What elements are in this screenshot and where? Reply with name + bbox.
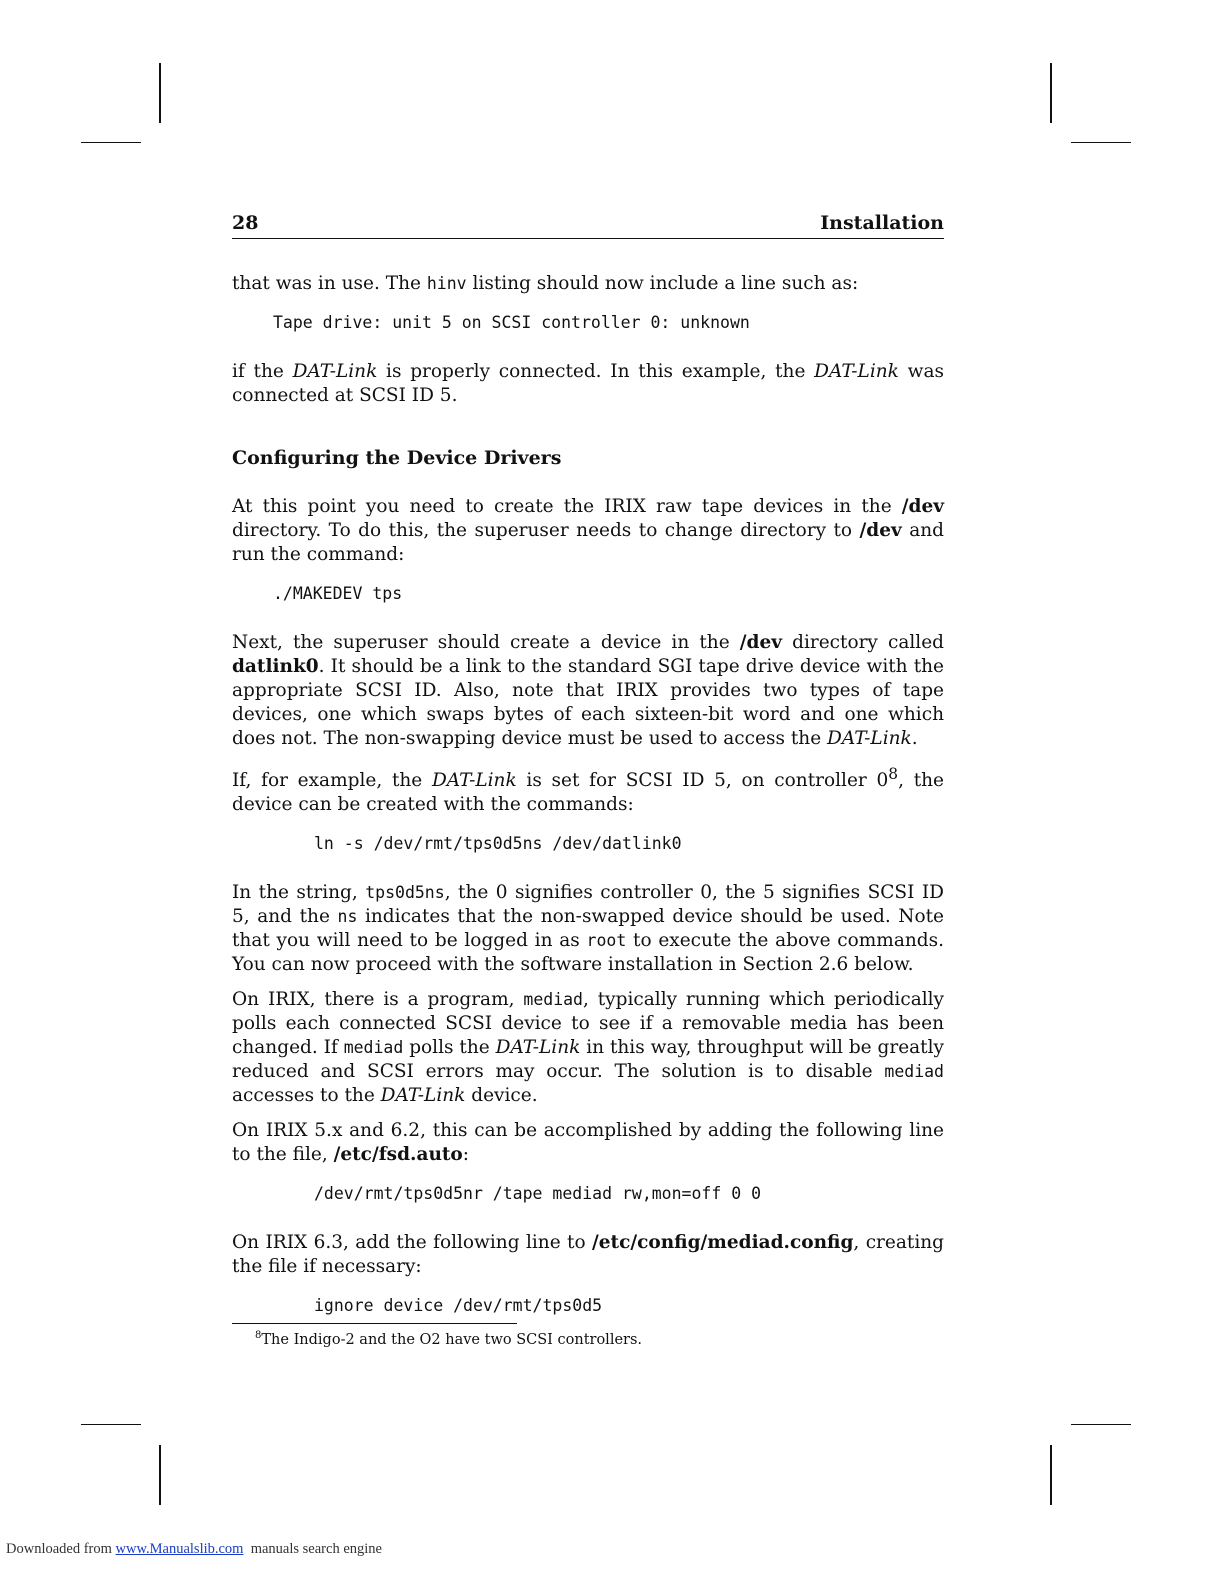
download-notice: Downloaded from www.Manualslib.com manuals search engine <box>6 1541 382 1557</box>
code-line: ignore device /dev/rmt/tps0d5 <box>314 1296 603 1316</box>
paragraph: If, for example, the DAT-Link is set for SCSI ID 5, on controller $0^8$, the device can be created with the commands: <box>232 765 944 816</box>
footnote-rule <box>232 1323 517 1324</box>
paragraph: At this point you need to create the IRIX raw tape devices in the /dev directory. To do this, the superuser needs to change directory to /dev and run the command: <box>232 496 944 565</box>
code-line: Tape drive: unit 5 on SCSI controller 0: unknown <box>273 313 750 332</box>
code-line: ln -s /dev/rmt/tps0d5ns /dev/datlink0 <box>314 834 682 854</box>
crop-mark <box>1050 63 1052 123</box>
paragraph: that was in use. The hinv listing should now include a line such as: <box>232 273 859 294</box>
crop-mark <box>81 142 141 143</box>
paragraph: On IRIX 6.3, add the following line to /etc/config/mediad.config, creating the file if necessary: <box>232 1232 944 1278</box>
page-body <box>232 272 944 1318</box>
crop-mark <box>81 1424 141 1425</box>
footnote-ref: 8 <box>888 765 899 783</box>
paragraph: if the DAT-Link is properly connected. In this example, the DAT-Link was connected at SCSI ID 5. <box>232 361 944 406</box>
crop-mark <box>159 1445 161 1505</box>
running-header <box>232 210 944 239</box>
paragraph: On IRIX, there is a program, mediad, typically running which periodically polls each connected SCSI device to see if a removable media has been changed. If mediad polls the DAT-Link in this way, throughput will be greatly reduced and SCSI errors may occur. The solution is to disable mediad accesses to the DAT-Link device. <box>232 989 945 1107</box>
footnote: $^8$The Indigo-2 and the O2 have two SCSI controllers. <box>255 1330 643 1348</box>
crop-mark <box>159 63 161 123</box>
crop-mark <box>1071 142 1131 143</box>
code-line: /dev/rmt/tps0d5nr /tape mediad rw,mon=off 0 0 <box>314 1184 762 1204</box>
code-line: ./MAKEDEV tps <box>273 584 403 603</box>
crop-mark <box>1050 1445 1052 1505</box>
page-number: 28 <box>232 212 259 234</box>
section-heading: Configuring the Device Drivers <box>232 447 562 469</box>
crop-mark <box>1071 1424 1131 1425</box>
paragraph: On IRIX 5.x and 6.2, this can be accomplished by adding the following line to the file, /etc/fsd.auto: <box>232 1120 944 1166</box>
manualslib-link[interactable]: www.Manualslib.com <box>115 1541 244 1557</box>
section-title: Installation <box>820 212 944 234</box>
paragraph: In the string, tps0d5ns, the 0 signifies controller 0, the 5 signifies SCSI ID 5, and the ns indicates that the non-swapped device should be used. Note that you will need to be logged in as root to execute the above commands. You can now proceed with the software installation in Section 2.6 below. <box>232 882 945 976</box>
paragraph: Next, the superuser should create a device in the /dev directory called datlink0. It should be a link to the standard SGI tape drive device with the appropriate SCSI ID. Also, note that IRIX provides two types of tape devices, one which swaps bytes of each sixteen-bit word and one which does not. The non-swapping device must be used to access the DAT-Link. <box>232 632 945 749</box>
